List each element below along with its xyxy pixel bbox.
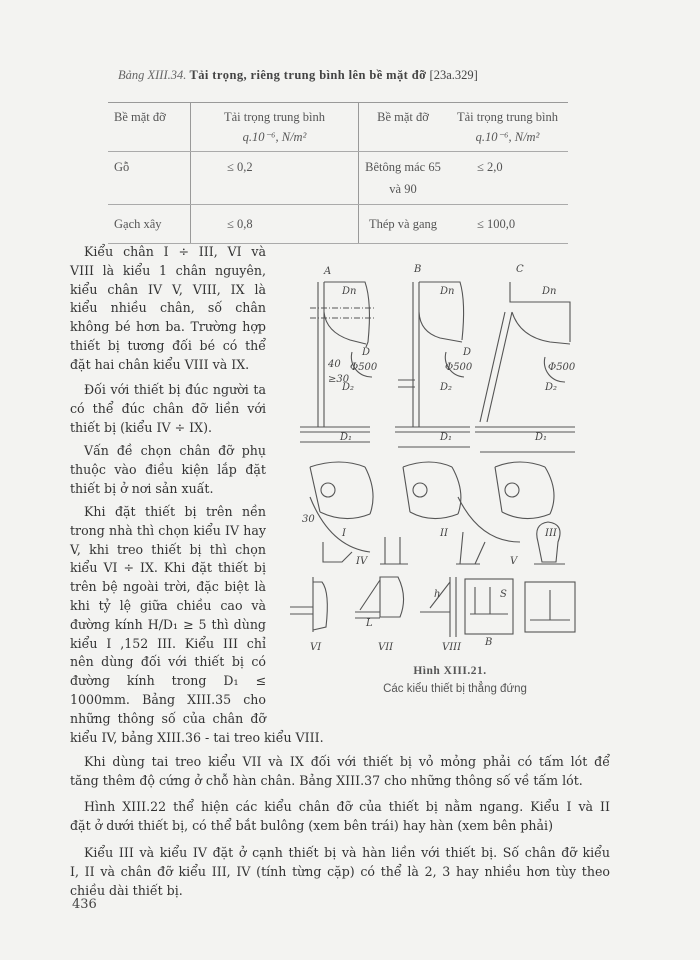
- text-line: thuộc vào điều kiện lắp đặt: [70, 461, 266, 477]
- text-line: Đối với thiết bị đúc người ta: [84, 382, 266, 397]
- text-line: Khi dùng tai treo kiểu VII và IX đối với thiết bị vỏ mỏng phải có tấm lót để: [84, 754, 610, 769]
- paragraph: [70, 753, 610, 791]
- fig-label-I: I: [342, 528, 346, 539]
- header-unit: q.10⁻⁶, N/m²: [242, 130, 307, 144]
- table-cell: Bêtông mác 65 và 90: [359, 152, 448, 205]
- fig-label-B: B: [414, 264, 422, 275]
- fig-label-phi500: Φ500: [445, 362, 473, 373]
- text-line: tăng thêm độ cứng ở chỗ hàn chân. Bảng XIII.37 cho những thông số về tấm lót.: [70, 772, 583, 788]
- fig-label-VII: VII: [378, 642, 394, 653]
- text-line: trong nhà thì chọn kiểu IV hay: [70, 522, 266, 538]
- text-line: Khi đặt thiết bị trên nền: [84, 504, 266, 519]
- fig-label-D: D: [463, 347, 472, 358]
- header-label: Tải trọng trung bình: [456, 110, 559, 124]
- fig-label-Dn: Dn: [440, 286, 455, 297]
- text-line: đặt ở dưới thiết bị, có thể bắt bulông (xem bên trái) hay hàn (xem bên phải): [70, 817, 553, 833]
- paragraph: [70, 798, 610, 836]
- fig-label-phi500: Φ500: [350, 362, 378, 373]
- fig-label-VI: VI: [310, 642, 322, 653]
- fig-label-Dn: Dn: [342, 286, 357, 297]
- text-line: chiều dài thiết bị.: [70, 882, 183, 898]
- text-line: không bé hơn ba. Trường hợp: [70, 319, 266, 335]
- fig-label-D2: D₂: [545, 382, 558, 393]
- fig-label-30: ≥30: [328, 374, 350, 385]
- table-cell: Gỗ: [108, 152, 191, 205]
- fig-label-40: 40: [328, 359, 341, 370]
- text-line: Kiểu chân I ÷ III, VI và: [84, 244, 266, 259]
- paragraph: [70, 243, 266, 375]
- table-cell: Thép và gang: [359, 205, 448, 244]
- table-caption-text: Tải trọng, riêng trung bình lên bề mặt đỡ: [189, 68, 427, 82]
- table-header: Bề mặt đỡ: [359, 103, 448, 152]
- figure-caption-title: Hình XIII.21.: [413, 665, 487, 677]
- fig-label-D2: D₂: [342, 382, 355, 393]
- fig-label-D1: D₁: [440, 432, 453, 443]
- shell-wall: [318, 282, 324, 427]
- fig-label-phi500: Φ500: [548, 362, 576, 373]
- fig-label-h: h: [434, 589, 441, 600]
- text-line: kiểu VI ÷ IX. Khi đặt thiết bị: [70, 560, 266, 576]
- table-header: Bề mặt đỡ: [108, 103, 191, 152]
- table-header: [191, 103, 359, 152]
- fig-label-L: L: [366, 618, 373, 629]
- text-line: đường kính trong D₁ ≤: [70, 673, 266, 689]
- text-line: kiểu chân IV V, VIII, IX là: [70, 281, 266, 297]
- text-line: Vấn đề chọn chân đỡ phụ: [84, 443, 266, 458]
- text-line: kiểu I ,152 III. Kiểu III chỉ: [70, 635, 266, 651]
- fig-label-B-dim: B: [485, 637, 493, 648]
- text-line: I, II và chân đỡ kiểu III, IV (tính từng cặp) có thể là 2, 3 hay nhiều hơn tùy theo: [70, 863, 610, 879]
- table-header: [447, 103, 568, 152]
- text-line: những thông số của chân đỡ: [70, 710, 266, 726]
- load-table: [108, 102, 568, 244]
- table-caption-label: Bảng XIII.34.: [118, 68, 187, 82]
- text-line: kiểu IV, bảng XIII.36 - tai treo kiểu VIII.: [70, 729, 324, 745]
- header-unit: q.10⁻⁶, N/m²: [475, 130, 540, 144]
- table-header-row: [108, 103, 568, 152]
- text-line: đặt hai chân kiểu VIII và IX.: [70, 356, 250, 372]
- table-row: [108, 205, 568, 244]
- fig-label-D1: D₁: [340, 432, 353, 443]
- table-cell: ≤ 2,0: [447, 152, 568, 205]
- fig-label-C: C: [516, 264, 524, 275]
- text-line: Kiểu III và kiểu IV đặt ở cạnh thiết bị và hàn liền với thiết bị. Số chân đỡ kiểu: [84, 845, 610, 860]
- text-line: nên dùng đối với thiết bị có: [70, 654, 266, 670]
- fig-label-II: II: [440, 528, 448, 539]
- paragraph: [70, 844, 610, 900]
- text-line: có thể đúc chân đỡ liền với: [70, 400, 266, 416]
- table-caption: [118, 68, 578, 83]
- fig-label-s: S: [500, 589, 507, 600]
- fig-label-Dn: Dn: [542, 286, 557, 297]
- text-line: đường kính H/D₁ ≥ 5 thì dùng: [70, 616, 266, 632]
- fig-label-D2: D₂: [440, 382, 453, 393]
- fig-label-V: V: [510, 556, 518, 567]
- text-line: V, khi treo thiết bị thì chọn: [70, 541, 266, 557]
- text-line: thiết bị tương đối bé có thể: [70, 337, 266, 353]
- text-line: VIII là kiểu 1 chân nguyên,: [70, 262, 266, 278]
- figure-caption-text: Các kiểu thiết bị thẳng đứng: [383, 683, 527, 695]
- table-row: [108, 152, 568, 205]
- table-cell: ≤ 100,0: [447, 205, 568, 244]
- text-line: kiểu nhiều chân, số chân: [70, 300, 266, 316]
- fig-label-III: III: [545, 528, 557, 539]
- text-line: Hình XIII.22 thể hiện các kiểu chân đỡ của thiết bị nằm ngang. Kiểu I và II: [84, 799, 610, 814]
- fig-label-VIII: VIII: [442, 642, 462, 653]
- fig-label-A: A: [324, 266, 332, 277]
- header-label: Tải trọng trung bình: [223, 110, 326, 124]
- text-line: thiết bị (kiểu IV ÷ IX).: [70, 419, 213, 435]
- table-caption-ref: [23a.329]: [429, 68, 478, 82]
- page-number: 436: [72, 897, 97, 912]
- paragraph: [70, 442, 266, 498]
- fig-label-IV: IV: [356, 556, 368, 567]
- fig-label-30: 30: [302, 514, 315, 525]
- fig-label-D1: D₁: [535, 432, 548, 443]
- support-types-figure: [280, 252, 580, 662]
- text-line: thiết bị ở nơi sản xuất.: [70, 480, 214, 496]
- text-line: khi tỷ lệ giữa chiều cao và: [70, 597, 266, 613]
- table-cell: Gạch xây: [108, 205, 191, 244]
- table-cell: ≤ 0,8: [191, 205, 359, 244]
- table-cell: ≤ 0,2: [191, 152, 359, 205]
- text-line: trên bệ ngoài trời, đặc biệt là: [70, 579, 266, 595]
- paragraph: [70, 381, 266, 437]
- fig-label-D: D: [362, 347, 371, 358]
- text-line: 1000mm. Bảng XIII.35 cho: [70, 691, 266, 707]
